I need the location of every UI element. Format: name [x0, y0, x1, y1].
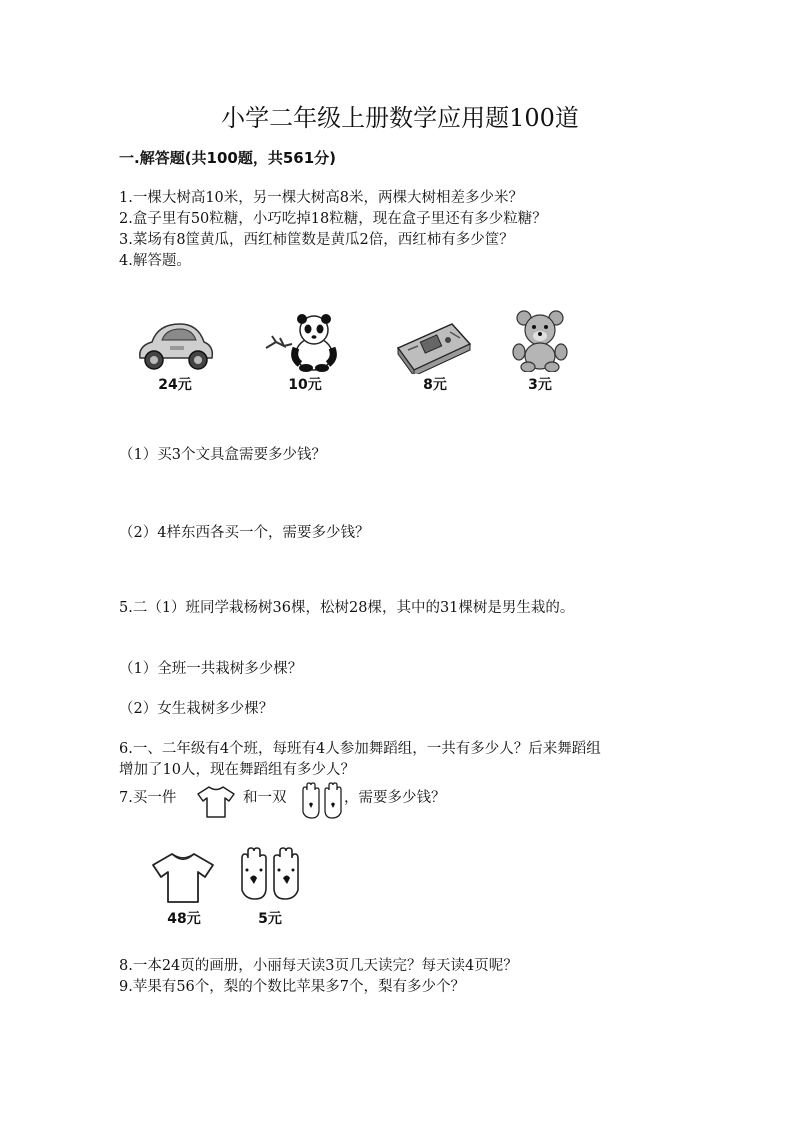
section-heading: 一.解答题(共100题，共561分) — [119, 149, 337, 167]
question-6-line-2: 增加了10人，现在舞蹈组有多少人？ — [119, 762, 355, 778]
page-title: 小学二年级上册数学应用题100道 — [221, 104, 579, 132]
question-5: 5.二（1）班同学栽杨树36棵，松树28棵，其中的31棵树是男生栽的。 — [119, 600, 575, 616]
pencil-box-icon — [392, 318, 474, 374]
teddy-bear-icon — [510, 310, 570, 372]
question-7-middle: 和一双 — [243, 790, 287, 806]
toy-car-icon — [134, 318, 216, 374]
tshirt-price: 48元 — [167, 911, 201, 927]
question-9: 9.苹果有56个，梨的个数比苹果多7个，梨有多少个？ — [119, 979, 466, 995]
question-5-sub-1: （1）全班一共栽树多少棵？ — [119, 661, 303, 677]
gloves-price: 5元 — [258, 911, 282, 927]
question-4-sub-1: （1）买3个文具盒需要多少钱？ — [119, 447, 326, 463]
question-4-sub-2: （2）4样东西各买一个，需要多少钱？ — [119, 525, 370, 541]
panda-icon — [264, 312, 338, 372]
panda-price: 10元 — [288, 377, 322, 393]
tshirt-large-icon — [150, 850, 216, 906]
question-5-sub-2: （2）女生栽树多少棵？ — [119, 701, 274, 717]
question-1: 1.一棵大树高10米，另一棵大树高8米，两棵大树相差多少米？ — [119, 190, 524, 206]
gloves-icon — [300, 782, 344, 822]
gloves-large-icon — [238, 846, 302, 904]
question-8: 8.一本24页的画册，小丽每天读3页几天读完？每天读4页呢？ — [119, 958, 518, 974]
question-4: 4.解答题。 — [119, 253, 191, 269]
pencil-box-price: 8元 — [423, 377, 447, 393]
question-6-line-1: 6.一、二年级有4个班，每班有4人参加舞蹈组，一共有多少人？后来舞蹈组 — [119, 741, 601, 757]
car-price: 24元 — [158, 377, 192, 393]
teddy-bear-price: 3元 — [528, 377, 552, 393]
question-7-prefix: 7.买一件 — [119, 790, 177, 806]
question-3: 3.菜场有8筐黄瓜，西红柿筐数是黄瓜2倍，西红柿有多少筐？ — [119, 232, 514, 248]
question-7-suffix: ，需要多少钱？ — [344, 790, 446, 806]
question-2: 2.盒子里有50粒糖，小巧吃掉18粒糖，现在盒子里还有多少粒糖？ — [119, 211, 547, 227]
tshirt-icon — [196, 784, 236, 820]
